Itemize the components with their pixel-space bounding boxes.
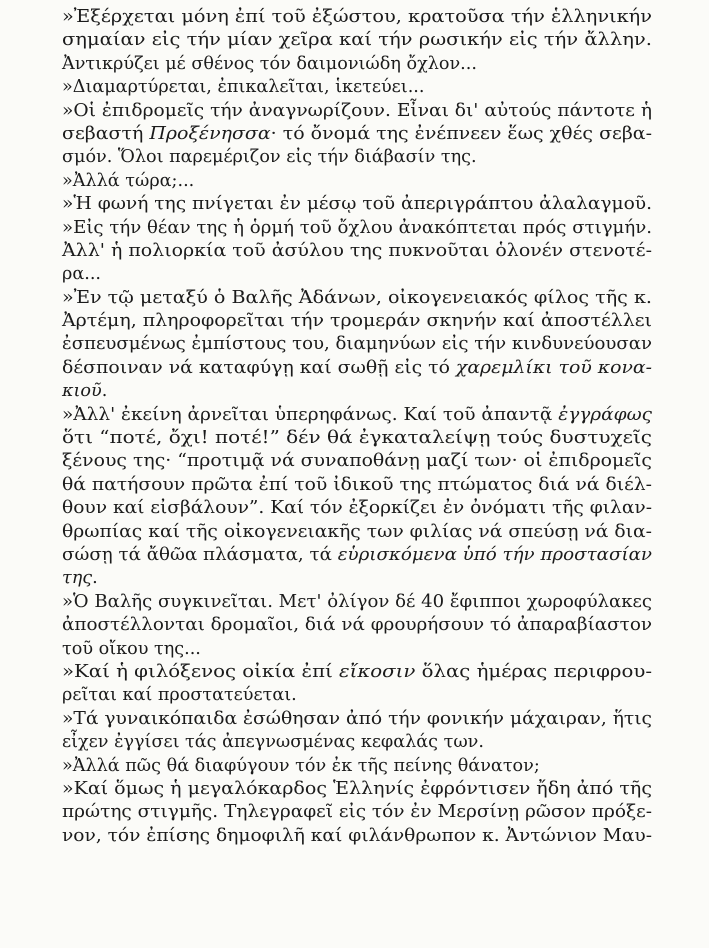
- text-run: »Ὁ Βαλῆς συγκινεῖται. Μετ' ὀλίγον δέ 40 ἔφιπποι χωροφύλακες: [62, 591, 652, 612]
- text-run: σημαίαν εἰς τήν μίαν χεῖρα καί τήν ρωσικήν εἰς τήν ἄλλην.: [62, 30, 652, 51]
- text-run: »Ἐξέρχεται μόνη ἐπί τοῦ ἐξώστου, κρατοῦσα τήν ἑλληνικήν: [62, 7, 652, 27]
- text-run: »Διαμαρτύρεται, ἐπικαλεῖται, ἱκετεύει...: [62, 77, 425, 98]
- text-line: [62, 474, 652, 497]
- italic-text-run: ἐγγράφως: [558, 404, 653, 425]
- text-line: [62, 614, 652, 637]
- text-line-content: [62, 801, 652, 824]
- text-line-content: [62, 193, 652, 216]
- text-line-content: [62, 825, 652, 848]
- text-line-content: [62, 731, 484, 754]
- text-run: σεβαστή: [62, 123, 150, 144]
- text-line: [62, 638, 652, 661]
- text-line-content: [62, 146, 477, 169]
- text-line: [62, 76, 652, 99]
- text-line-content: [62, 100, 652, 123]
- text-line-content: [62, 76, 424, 99]
- text-run: ξένους της· “προτιμᾷ νά συναποθάνῃ μαζί των· οἱ ἐπιδρομεῖς: [62, 451, 652, 472]
- text-run: »Καί ἡ φιλόξενος οἰκία ἐπί: [62, 661, 340, 682]
- text-line: [62, 100, 652, 123]
- text-line-content: [62, 521, 652, 544]
- text-run: ὅτι “ποτέ, ὄχι! ποτέ!” δέν θά ἐγκαταλείψῃ τούς δυστυχεῖς: [62, 428, 652, 449]
- text-line: [62, 521, 652, 544]
- text-line-content: [62, 778, 652, 801]
- text-run: »Ἀλλά πῶς θά διαφύγουν τόν ἐκ τῆς πείνης θάνατον;: [62, 755, 540, 776]
- text-line-content: [62, 263, 101, 286]
- text-line-content: [62, 450, 652, 473]
- text-run: σμόν. Ὅλοι παρεμέριζον εἰς τήν διάβασίν της.: [62, 147, 477, 168]
- text-line: [62, 825, 652, 848]
- italic-text-run: εὑρισκόμενα ὑπό τήν προστασίαν: [337, 544, 653, 565]
- text-line-content: [62, 474, 652, 497]
- text-line-content: [62, 310, 652, 333]
- text-line-content: [62, 170, 194, 193]
- text-run: Ἀλλ' ἡ πολιορκία τοῦ ἀσύλου της πυκνοῦται ὁλονέν στενοτέ-: [62, 240, 652, 261]
- text-run: »Τά γυναικόπαιδα ἐσώθησαν ἀπό τήν φονικήν μάχαιραν, ἥτις: [62, 708, 652, 729]
- text-line: [62, 708, 652, 731]
- text-line-content: [62, 614, 652, 637]
- text-line-content: [62, 380, 107, 403]
- text-line-content: [62, 287, 652, 310]
- italic-text-run: χαρεμλίκι τοῦ κονα-: [455, 357, 653, 378]
- text-run: εἶχεν ἐγγίσει τάς ἀπεγνωσμένας κεφαλάς των.: [62, 732, 484, 753]
- text-line: [62, 731, 652, 754]
- text-line-content: [62, 544, 652, 567]
- text-line: [62, 263, 652, 286]
- text-run: Ἀντικρύζει μέ σθένος τόν δαιμονιώδη ὄχλον...: [62, 53, 477, 74]
- text-line: [62, 497, 652, 520]
- text-line-content: [62, 755, 540, 778]
- text-run: .: [92, 568, 98, 589]
- text-line: [62, 193, 652, 216]
- text-line: [62, 778, 652, 801]
- text-line: [62, 29, 652, 52]
- text-run: ἐσπευσμένως ἐμπίστους του, διαμηνύων εἰς τήν κινδυνεύουσαν: [62, 334, 653, 355]
- text-line-content: [62, 661, 652, 684]
- italic-text-run: κιοῦ: [62, 381, 102, 402]
- text-run: σώσῃ τά ἄθῶα πλάσματα, τά: [62, 544, 338, 565]
- text-line: [62, 684, 652, 707]
- text-line-content: [62, 53, 477, 76]
- text-line-content: [62, 333, 652, 356]
- text-line-content: [62, 240, 652, 263]
- text-line: [62, 450, 652, 473]
- text-line: [62, 567, 652, 590]
- text-line-content: [62, 6, 652, 29]
- text-line-content: [62, 357, 652, 380]
- document-body-text: [62, 6, 652, 848]
- text-line: [62, 123, 652, 146]
- text-run: θρωπίας καί τῆς οἰκογενειακῆς των φιλίας νά σπεύσῃ νά δια-: [62, 521, 652, 542]
- text-run: »Ἐν τῷ μεταξύ ὁ Βαλῆς Ἀδάνων, οἰκογενειακός φίλος τῆς κ.: [62, 287, 652, 308]
- text-line: [62, 240, 652, 263]
- text-line-content: [62, 567, 98, 590]
- italic-text-run: Προξένησσα: [149, 123, 271, 144]
- text-run: θά πατήσουν πρῶτα ἐπί τοῦ ἰδικοῦ της πτώματος διά νά διέλ-: [62, 474, 652, 495]
- text-line-content: [62, 591, 652, 614]
- text-run: δέσποιναν νά καταφύγῃ καί σωθῇ εἰς τό: [62, 357, 456, 378]
- text-line-content: [62, 427, 652, 450]
- text-line-content: [62, 217, 652, 240]
- text-line: [62, 591, 652, 614]
- text-run: τοῦ οἴκου της...: [62, 638, 201, 659]
- text-run: πρώτης στιγμῆς. Τηλεγραφεῖ εἰς τόν ἐν Μερσίνῃ ρῶσον πρόξε-: [62, 802, 652, 823]
- text-line: [62, 801, 652, 824]
- text-line: [62, 661, 652, 684]
- italic-text-run: της: [62, 568, 93, 589]
- text-line: [62, 310, 652, 333]
- text-run: »Καί ὅμως ἡ μεγαλόκαρδος Ἑλληνίς ἐφρόντισεν ἤδη ἀπό τῆς: [62, 778, 652, 799]
- text-run: · τό ὄνομά της ἐνέπνεεν ἕως χθές σεβα-: [270, 123, 653, 144]
- text-line: [62, 333, 652, 356]
- text-line-content: [62, 29, 652, 52]
- text-run: ὅλας ἡμέρας περιφρου-: [415, 661, 653, 682]
- text-run: ρεῖται καί προστατεύεται.: [62, 685, 297, 706]
- text-line-content: [62, 404, 652, 427]
- text-run: Ἀρτέμη, πληροφορεῖται τήν τρομεράν σκηνήν καί ἀποστέλλει: [62, 311, 652, 332]
- text-line-content: [62, 497, 652, 520]
- text-line: [62, 287, 652, 310]
- text-run: ρα...: [62, 264, 102, 285]
- text-run: »Εἰς τήν θέαν της ἡ ὁρμή τοῦ ὄχλου ἀνακόπτεται πρός στιγμήν.: [62, 217, 652, 238]
- text-line: [62, 146, 652, 169]
- text-line-content: [62, 684, 297, 707]
- text-run: »Ἀλλ' ἐκείνη ἀρνεῖται ὑπερηφάνως. Καί τοῦ ἀπαντᾷ: [62, 404, 559, 425]
- text-line-content: [62, 123, 652, 146]
- text-line: [62, 427, 652, 450]
- text-line-content: [62, 638, 201, 661]
- text-line-content: [62, 708, 652, 731]
- text-line: [62, 217, 652, 240]
- text-line: [62, 544, 652, 567]
- text-run: »Οἱ ἐπιδρομεῖς τήν ἀναγνωρίζουν. Εἶναι δι' αὐτούς πάντοτε ἡ: [62, 100, 652, 121]
- text-run: »Ἡ φωνή της πνίγεται ἐν μέσῳ τοῦ ἀπεριγράπτου ἀλαλαγμοῦ.: [62, 194, 653, 215]
- text-run: ἀποστέλλονται δρομαῖοι, διά νά φρουρήσουν τό ἀπαραβίαστον: [62, 615, 653, 636]
- italic-text-run: εἴκοσιν: [339, 661, 416, 682]
- text-line: [62, 357, 652, 380]
- text-line: [62, 53, 652, 76]
- text-run: θουν καί εἰσβάλουν”. Καί τόν ἐξορκίζει ἐν ὀνόματι τῆς φιλαν-: [62, 498, 653, 519]
- text-line: [62, 404, 652, 427]
- text-line: [62, 755, 652, 778]
- text-line: [62, 6, 652, 29]
- text-run: νον, τόν ἐπίσης δημοφιλῆ καί φιλάνθρωπον κ. Ἀντώνιον Μαυ-: [62, 825, 652, 846]
- text-run: »Ἀλλά τώρα;...: [62, 170, 195, 191]
- text-line: [62, 170, 652, 193]
- text-line: [62, 380, 652, 403]
- text-run: .: [101, 381, 108, 402]
